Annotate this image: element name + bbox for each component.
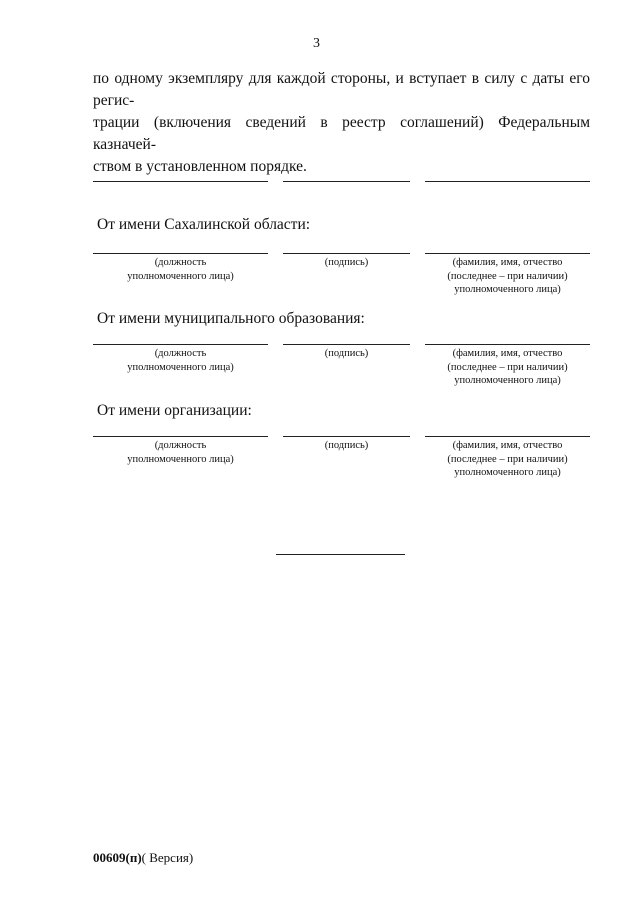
caption-signature: (подпись) (324, 257, 369, 268)
caption-name: (фамилия, имя, отчество (последнее – при наличии) уполномоченного лица) (447, 440, 568, 478)
signature-line-position (93, 436, 268, 437)
caption-name: (фамилия, имя, отчество (последнее – при наличии) уполномоченного лица) (447, 257, 568, 295)
intro-line: ством в установленном порядке. (93, 158, 307, 175)
signature-line-position (93, 344, 268, 345)
signature-line-name (425, 436, 590, 437)
top-blank-line-position (93, 181, 268, 182)
signature-line-signature (283, 344, 410, 345)
top-blank-line-name (425, 181, 590, 182)
closing-separator (276, 554, 405, 555)
caption-signature: (подпись) (324, 348, 369, 359)
caption-signature: (подпись) (324, 440, 369, 451)
signature-line-name (425, 344, 590, 345)
signature-line-signature (283, 436, 410, 437)
caption-name: (фамилия, имя, отчество (последнее – при наличии) уполномоченного лица) (447, 348, 568, 386)
signature-line-name (425, 253, 590, 254)
signature-line-signature (283, 253, 410, 254)
signature-line-position (93, 253, 268, 254)
intro-paragraph (93, 68, 590, 178)
page-number: 3 (313, 36, 320, 51)
party-heading-municipal: От имени муниципального образования: (97, 310, 365, 327)
intro-line: по одному экземпляру для каждой стороны, и вступает в силу с даты его регис- (93, 70, 590, 109)
footer-code (93, 850, 193, 866)
document-code: 00609(п) (93, 850, 142, 865)
party-heading-organization: От имени организации: (97, 402, 252, 419)
caption-position: (должность уполномоченного лица) (127, 257, 234, 282)
top-blank-line-signature (283, 181, 410, 182)
party-heading-sakhalin: От имени Сахалинской области: (97, 216, 311, 233)
document-version: ( Версия) (141, 850, 194, 865)
caption-position: (должность уполномоченного лица) (127, 440, 234, 465)
intro-line: трации (включения сведений в реестр соглашений) Федеральным казначей- (93, 114, 590, 153)
caption-position: (должность уполномоченного лица) (127, 348, 234, 373)
